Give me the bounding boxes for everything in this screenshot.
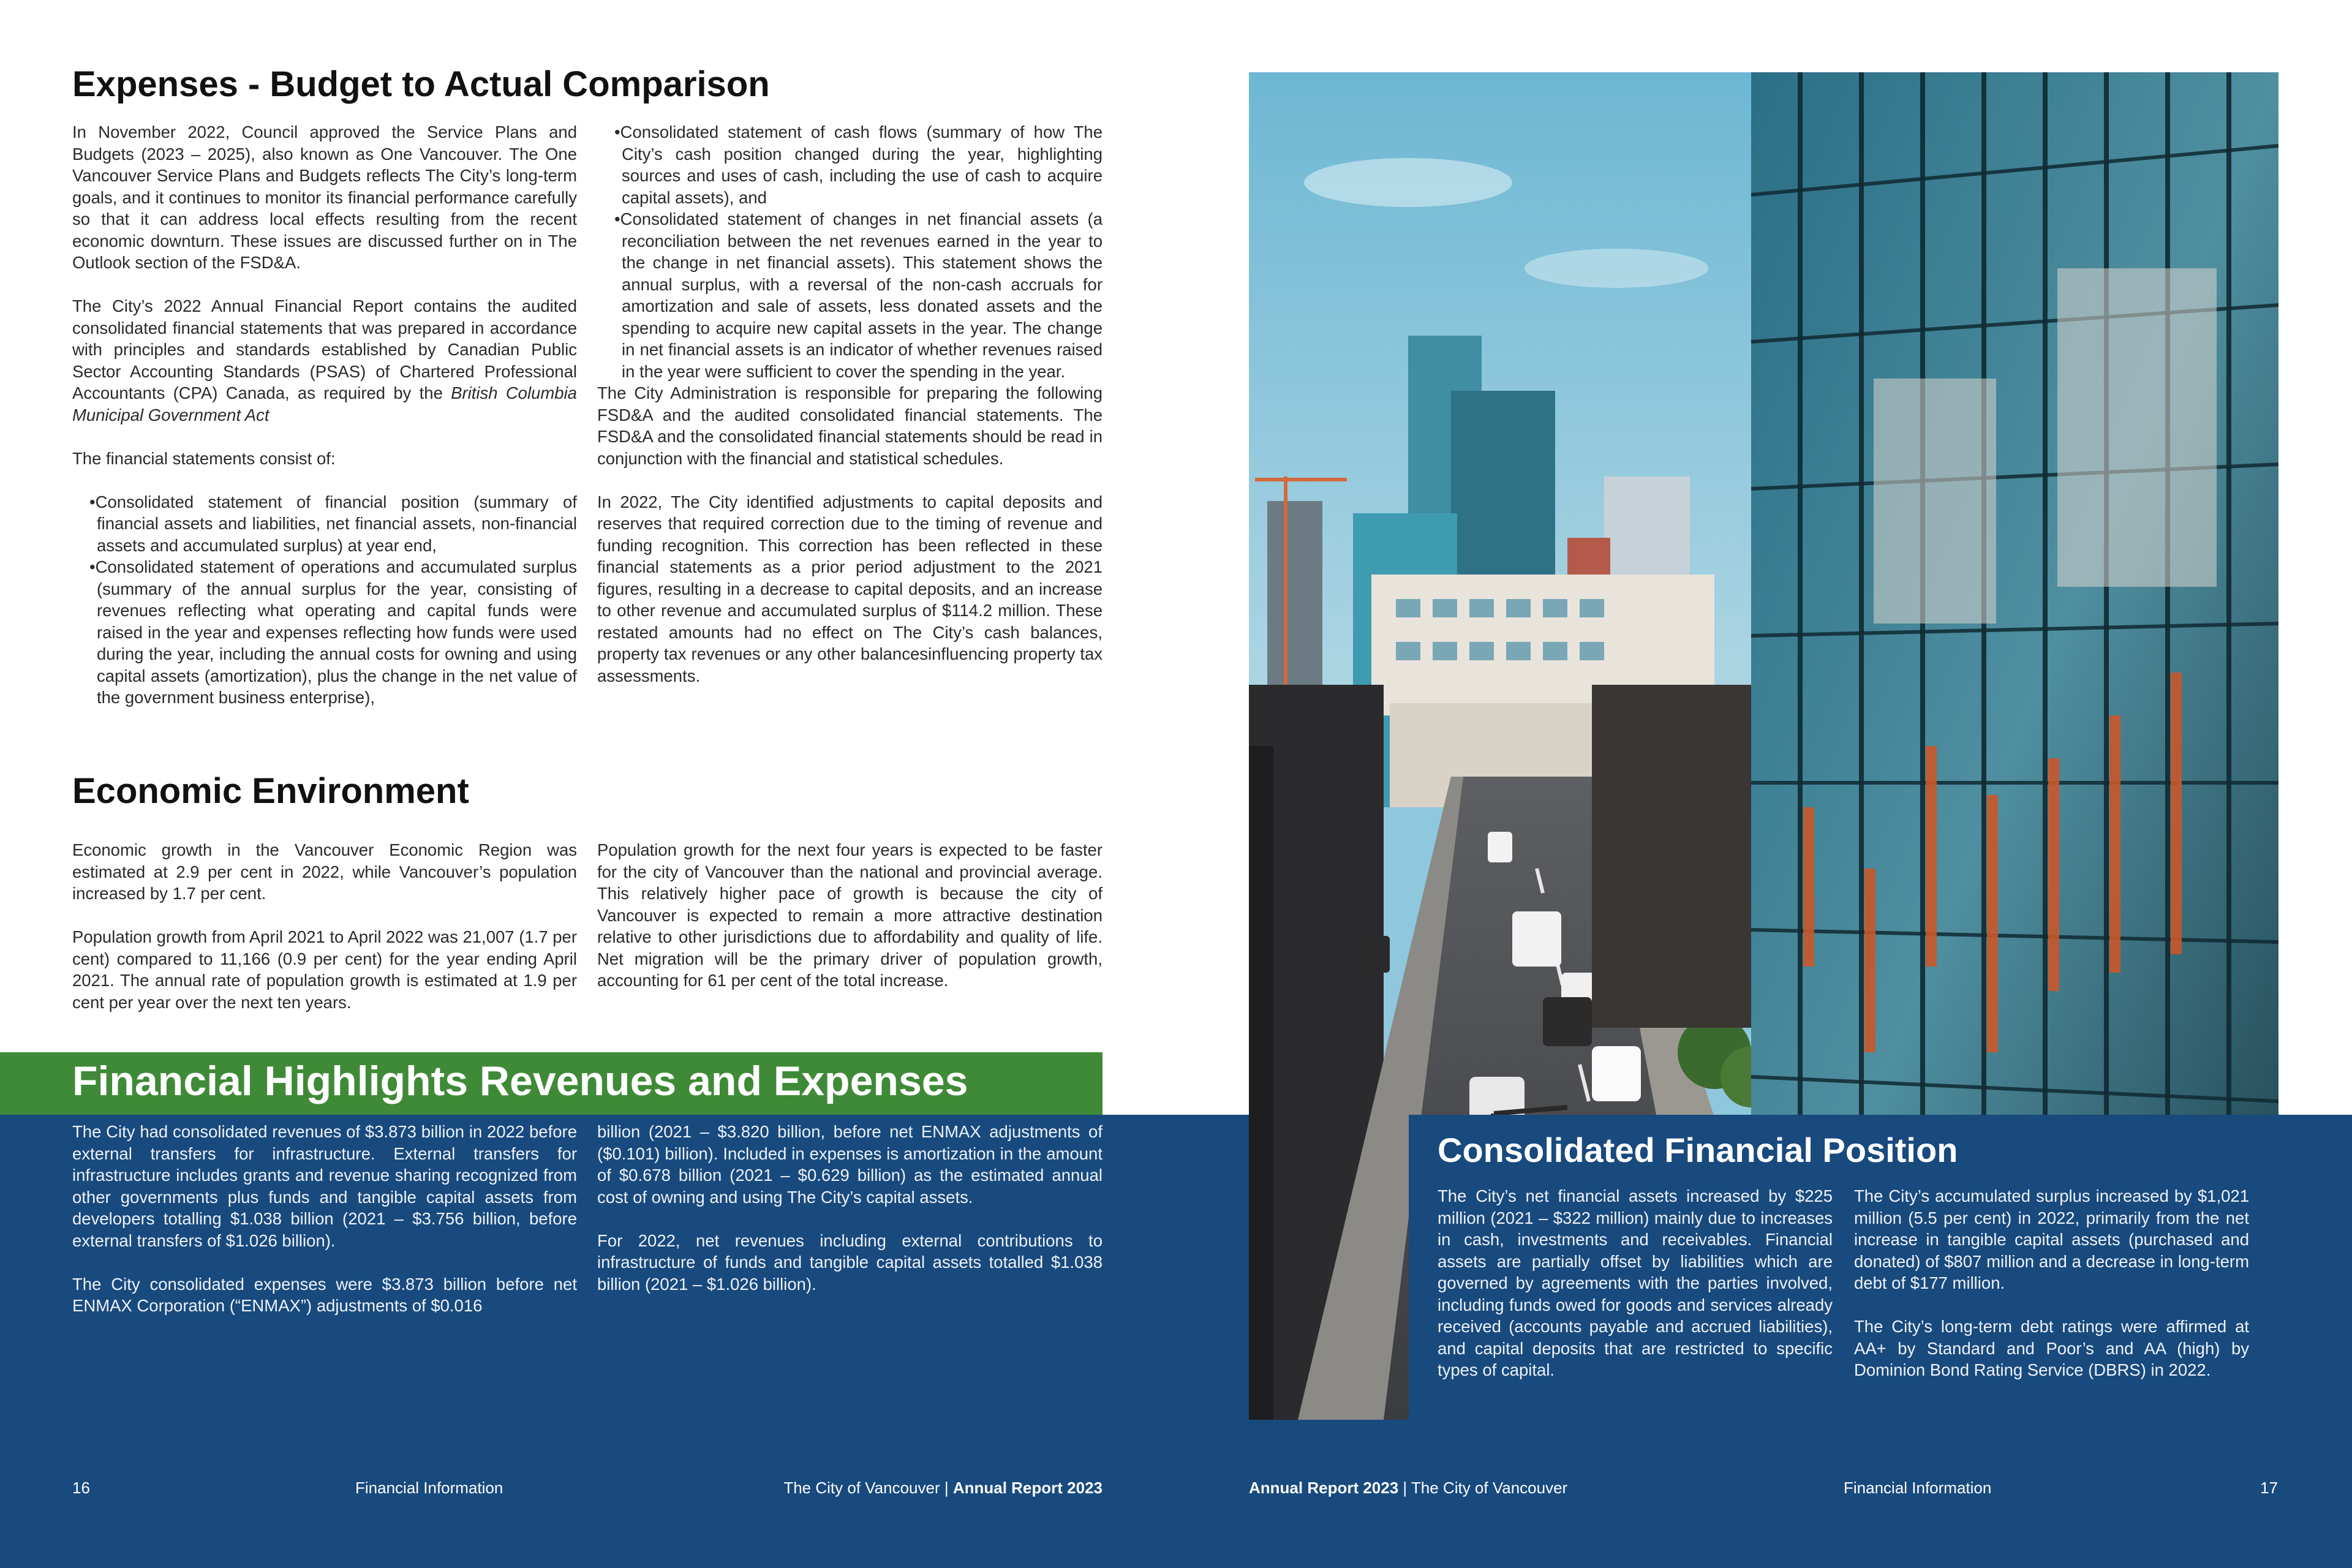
highlights-heading-bar: [0, 1052, 1102, 1115]
left-report-title: [783, 1479, 1102, 1498]
bullet-operations: • Consolidated statement of operations and accumulated surplus (summary of the annual surplus for the year, consisting of revenues reflecting what operating and capital funds were raised in the year and expenses reflecting how funds were used during the year, including the annual costs for owning and using capital assets (amortization), plus the change in the net value of the government business enterprise),: [72, 556, 577, 709]
right-report-name: Annual Report 2023: [1249, 1479, 1399, 1497]
position-col1: [1438, 1185, 1833, 1381]
highlights-col2: [597, 1121, 1102, 1295]
economic-col1: [72, 839, 577, 1013]
expenses-col2-p3: In 2022, The City identified adjustments to capital deposits and reserves that required correction due to the timing of revenue and funding recognition. This correction has been reflected in these financial statements as a prior period adjustment to the 2021 figures, resulting in a decrease to capital deposits, and an increase to other revenue and accumulated surplus of $114.2 million. These restated amounts had no effect on The City’s cash balances, property tax revenues or any other balancesinfluencing property tax assessments.: [597, 492, 1102, 685]
economic-col1-p2: Population growth from April 2021 to April 2022 was 21,007 (1.7 per cent) compared to 11,166 (0.9 per cent) for the year ending April 2021. The annual rate of population growth is estimated at 1.9 per cent per year over the next ten years.: [72, 927, 577, 1012]
economic-col2: [597, 839, 1102, 992]
position-col2-p2: The City’s long-term debt ratings were affirmed at AA+ by Standard and Poor’s and AA (high) by Dominion Bond Rating Service (DBRS) in 2022.: [1854, 1317, 2249, 1379]
financial-position-heading: Consolidated Financial Position: [1438, 1131, 1958, 1169]
left-report-name: Annual Report 2023: [952, 1479, 1102, 1497]
left-org-name: The City of Vancouver |: [783, 1479, 953, 1497]
expenses-col1: [72, 121, 577, 709]
right-report-title: [1249, 1479, 1567, 1498]
highlights-col2-p2: For 2022, net revenues including external contributions to infrastructure of funds and tangible capital assets totalled $1.038 billion (2021 – $1.026 billion).: [597, 1231, 1102, 1294]
expenses-col1-p1: In November 2022, Council approved the Service Plans and Budgets (2023 – 2025), also known as One Vancouver. The One Vancouver Service Plans and Budgets reflects The City’s long-term goals, and it continues to monitor its financial performance carefully so that it can address local effects resulting from the recent economic downturn. These issues are discussed further on in The Outlook section of the FSD&A.: [72, 123, 577, 272]
bullet-financial-position: • Consolidated statement of financial position (summary of financial assets and liabilities, net financial assets, non-financial assets and accumulated surplus) at year end,: [72, 491, 577, 557]
right-org-name: | The City of Vancouver: [1398, 1479, 1568, 1497]
highlights-col2-p1: billion (2021 – $3.820 billion, before net ENMAX adjustments of ($0.101) billion). Included in expenses is amortization in the amount of $0.678 billion (2021 – $0.629 billion) as the estimated annual cost of owning and using The City’s capital assets.: [597, 1122, 1102, 1207]
expenses-col1-p3: The financial statements consist of:: [72, 448, 336, 468]
bullet-cash-flows: • Consolidated statement of cash flows (summary of how The City’s cash position changed during the year, highlighting sources and uses of cash, including the use of cash to acquire capital assets), and: [597, 121, 1102, 208]
expenses-col1-p2: [72, 295, 577, 426]
right-page-number: 17: [2260, 1479, 2278, 1497]
expenses-col1-p2-text: The City’s 2022 Annual Financial Report contains the audited consolidated financial statements that was prepared in accordance with principles and standards established by Canadian Public Sector Accounting Standards (PSAS) of Chartered Professional Accountants (CPA) Canada, as required by the: [72, 296, 577, 402]
right-section-label: Financial Information: [1844, 1479, 1992, 1497]
position-col2-p1: The City’s accumulated surplus increased by $1,021 million (5.5 per cent) in 2022, primarily from the net increase in tangible capital assets (purchased and donated) of $807 million and a decrease in long-term debt of $177 million.: [1854, 1186, 2249, 1292]
economic-col2-p1: Population growth for the next four years is expected to be faster for the city of Vancouver than the national and provincial average. This relatively higher pace of growth is because the city of Vancouver is expected to remain a more attractive destination relative to other jurisdictions due to affordability and quality of life. Net migration will be the primary driver of population growth, accounting for 61 per cent of the total increase.: [597, 840, 1102, 990]
economic-heading: Economic Environment: [72, 771, 469, 811]
expenses-col2-p2: The City Administration is responsible for preparing the following FSD&A and the audited consolidated financial statements. The FSD&A and the consolidated financial statements should be read in conjunction with the financial and statistical schedules.: [597, 383, 1102, 468]
expenses-heading: Expenses - Budget to Actual Comparison: [72, 64, 770, 104]
left-section-label: Financial Information: [355, 1479, 503, 1497]
highlights-col1-p2: The City consolidated expenses were $3.873 billion before net ENMAX Corporation (“ENMAX”) adjustments of $0.016: [72, 1274, 577, 1315]
position-col2: [1854, 1185, 2249, 1381]
highlights-heading: Financial Highlights Revenues and Expenses: [72, 1058, 968, 1104]
highlights-col1: [72, 1121, 577, 1317]
act-name: British Columbia Municipal Government Act: [72, 383, 577, 424]
expenses-col2: [597, 121, 1102, 687]
bullet-net-financial-assets: • Consolidated statement of changes in net financial assets (a reconciliation between the net revenues earned in the year to the change in net financial assets). This statement shows the annual surplus, with a reversal of the non-cash accruals for amortization and sale of assets, less donated assets and the spending to acquire new capital assets in the year. The change in net financial assets is an indicator of whether revenues raised in the year were sufficient to cover the spending in the year.: [597, 208, 1102, 382]
economic-col1-p1: Economic growth in the Vancouver Economic Region was estimated at 2.9 per cent in 2022, while Vancouver’s population increased by 1.7 per cent.: [72, 840, 577, 903]
highlights-col1-p1: The City had consolidated revenues of $3.873 billion in 2022 before external transfers for infrastructure. External transfers for infrastructure includes grants and revenue sharing recognized from other governments plus funds and tangible capital assets from developers totalling $1.038 billion (2021 – $3.756 billion, before external transfers of $1.026 billion).: [72, 1122, 577, 1250]
left-page-number: 16: [72, 1479, 90, 1497]
position-col1-p1: The City’s net financial assets increased by $225 million (2021 – $322 million) mainly due to increases in cash, investments and receivables. Financial assets are partially offset by liabilities which are governed by agreements with the parties involved, including funds owed for goods and services already received (accounts payable and accrued liabilities), and capital deposits that are restricted to specific types of capital.: [1438, 1186, 1833, 1379]
